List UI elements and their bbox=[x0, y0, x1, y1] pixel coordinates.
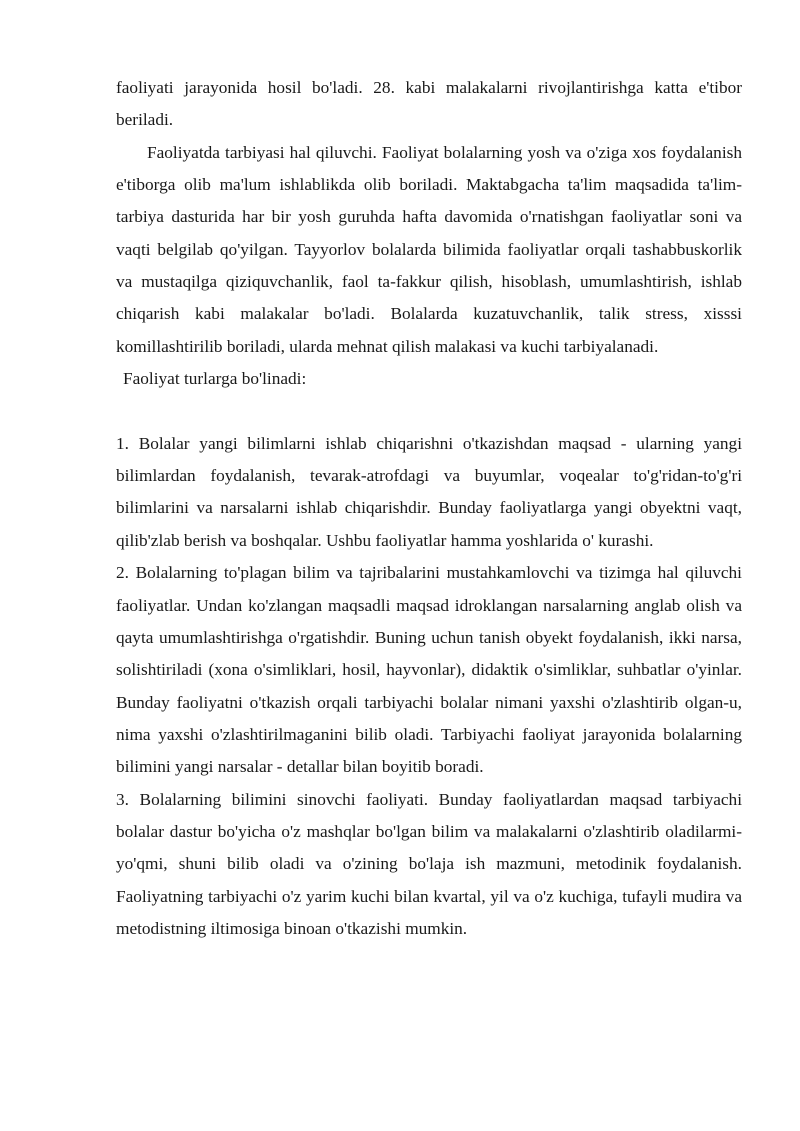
document-page bbox=[116, 72, 742, 945]
paragraph-intro: Faoliyatda tarbiyasi hal qiluvchi. Faoliyat bolalarning yosh va o'ziga xos foydalanish e'tiborga olib ma'lum ishlablikda olib boriladi. Maktabgacha ta'lim maqsadida ta'lim-tarbiya dasturida har bir yosh guruhda hafta davomida o'rnatishgan faoliyatlar soni va vaqti belgilab qo'yilgan. Tayyorlov bolalarda bilimida faoliyatlar orqali tashabbuskorlik va mustaqilga qiziquvchanlik, faol ta-fakkur qilish, hisoblash, umumlashtirish, ishlab chiqarish kabi malakalar bo'ladi. Bolalarda kuzatuvchanlik, talik stress, xisssi komillashtirilib boriladi, ularda mehnat qilish malakasi va kuchi tarbiyalanadi. bbox=[116, 142, 742, 356]
list-item-2: 2. Bolalarning to'plagan bilim va tajribalarini mustahkamlovchi va tizimga hal qiluvchi faoliyatlar. Undan ko'zlangan maqsadli maqsad idroklangan narsalarning anglab olish va qayta umumlashtirishga o'rgatishdir. Buning uchun tanish obyekt foydalanish, ikki narsa, solishtiriladi (xona o'simliklari, hosil, hayvonlar), didaktik o'simliklar, suhbatlar o'yinlar. Bunday faoliyatni o'tkazish orqali tarbiyachi bolalar nimani yaxshi o'zlashtirib olgan-u, nima yaxshi o'zlashtirilmaganini bilib oladi. Tarbiyachi faoliyat jarayonida bolalarning bilimini yangi narsalar - detallar bilan boyitib boradi. bbox=[116, 563, 742, 777]
list-item-3: 3. Bolalarning bilimini sinovchi faoliyati. Bunday faoliyatlardan maqsad tarbiyachi bolalar dastur bo'yicha o'z mashqlar bo'lgan bilim va malakalarni o'zlashtirib oladilarmi-yo'qmi, shuni bilib oladi va o'zining bo'laja ish mazmuni, metodinik foydalanish. Faoliyatning tarbiyachi o'z yarim kuchi bilan kvartal, yil va o'z kuchiga, tufayli mudira va metodistning iltimosiga binoan o'tkazishi mumkin. bbox=[116, 789, 742, 938]
blank-line bbox=[116, 395, 742, 427]
list-item-1: 1. Bolalar yangi bilimlarni ishlab chiqarishni o'tkazishdan maqsad - ularning yangi bilimlardan foydalanish, tevarak-atrofdagi va buyumlar, voqealar to'g'ridan-to'g'ri bilimlarini va narsalarni ishlab chiqarishdir. Bunday faoliyatlarga yangi obyektni vaqt, qilib'zlab berish va boshqalar. Ushbu faoliyatlar hamma yoshlarida o' kurashi. bbox=[116, 433, 742, 550]
paragraph-continuation: faoliyati jarayonida hosil bo'ladi. 28. kabi malakalarni rivojlantirishga katta e'tibor beriladi. bbox=[116, 78, 742, 130]
section-heading: Faoliyat turlarga bo'linadi: bbox=[123, 369, 307, 389]
